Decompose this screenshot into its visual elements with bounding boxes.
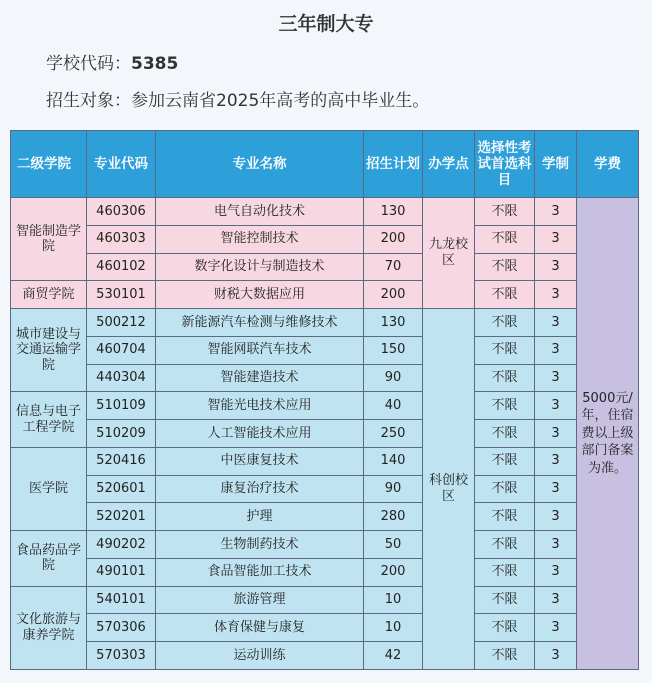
school-code-line bbox=[46, 49, 178, 74]
subject-cell: 不限 bbox=[475, 253, 535, 281]
table-row bbox=[11, 281, 639, 309]
major-code-cell: 530101 bbox=[87, 281, 156, 309]
plan-cell: 200 bbox=[364, 281, 423, 309]
table-row bbox=[11, 198, 639, 226]
years-cell: 3 bbox=[535, 586, 577, 614]
years-cell: 3 bbox=[535, 198, 577, 226]
years-cell: 3 bbox=[535, 225, 577, 253]
subject-cell: 不限 bbox=[475, 281, 535, 309]
subject-cell: 不限 bbox=[475, 225, 535, 253]
years-cell: 3 bbox=[535, 558, 577, 586]
table-row bbox=[11, 309, 639, 337]
years-cell: 3 bbox=[535, 447, 577, 475]
major-code-cell: 460306 bbox=[87, 198, 156, 226]
table-row bbox=[11, 586, 639, 614]
target-value: 参加云南省2025年高考的高中毕业生。 bbox=[131, 91, 430, 111]
major-code-cell: 490101 bbox=[87, 558, 156, 586]
plan-cell: 130 bbox=[364, 309, 423, 337]
table-row bbox=[11, 531, 639, 559]
major-code-cell: 510109 bbox=[87, 392, 156, 420]
major-code-cell: 460102 bbox=[87, 253, 156, 281]
plan-cell: 10 bbox=[364, 614, 423, 642]
major-name-cell: 财税大数据应用 bbox=[156, 281, 364, 309]
subject-cell: 不限 bbox=[475, 309, 535, 337]
table-row bbox=[11, 253, 639, 281]
years-cell: 3 bbox=[535, 392, 577, 420]
target-label: 招生对象： bbox=[46, 91, 131, 111]
subject-cell: 不限 bbox=[475, 420, 535, 448]
years-cell: 3 bbox=[535, 281, 577, 309]
college-cell: 医学院 bbox=[11, 447, 87, 530]
table-row bbox=[11, 558, 639, 586]
years-cell: 3 bbox=[535, 364, 577, 392]
years-cell: 3 bbox=[535, 309, 577, 337]
subject-cell: 不限 bbox=[475, 475, 535, 503]
plan-cell: 250 bbox=[364, 420, 423, 448]
major-name-cell: 护理 bbox=[156, 503, 364, 531]
college-cell: 食品药品学院 bbox=[11, 531, 87, 587]
fee-cell: 5000元/年，住宿费以上级部门备案为准。 bbox=[577, 198, 639, 670]
plan-cell: 70 bbox=[364, 253, 423, 281]
plan-cell: 140 bbox=[364, 447, 423, 475]
plan-cell: 42 bbox=[364, 642, 423, 670]
table-row bbox=[11, 614, 639, 642]
college-cell: 智能制造学院 bbox=[11, 198, 87, 281]
plan-cell: 200 bbox=[364, 558, 423, 586]
table-row bbox=[11, 503, 639, 531]
major-name-cell: 体育保健与康复 bbox=[156, 614, 364, 642]
subject-cell: 不限 bbox=[475, 614, 535, 642]
table-header-row bbox=[11, 131, 639, 198]
table-row bbox=[11, 447, 639, 475]
subject-cell: 不限 bbox=[475, 198, 535, 226]
major-code-cell: 520601 bbox=[87, 475, 156, 503]
subject-cell: 不限 bbox=[475, 503, 535, 531]
campus-cell: 科创校区 bbox=[423, 309, 475, 670]
subject-cell: 不限 bbox=[475, 531, 535, 559]
years-cell: 3 bbox=[535, 420, 577, 448]
years-cell: 3 bbox=[535, 503, 577, 531]
major-name-cell: 新能源汽车检测与维修技术 bbox=[156, 309, 364, 337]
years-cell: 3 bbox=[535, 614, 577, 642]
major-code-cell: 520416 bbox=[87, 447, 156, 475]
page-title: 三年制大专 bbox=[278, 13, 374, 35]
school-code-label: 学校代码： bbox=[46, 54, 131, 74]
header-college: 二级学院 bbox=[11, 131, 87, 198]
major-name-cell: 生物制药技术 bbox=[156, 531, 364, 559]
years-cell: 3 bbox=[535, 475, 577, 503]
major-name-cell: 数字化设计与制造技术 bbox=[156, 253, 364, 281]
header-code: 专业代码 bbox=[87, 131, 156, 198]
years-cell: 3 bbox=[535, 253, 577, 281]
major-name-cell: 电气自动化技术 bbox=[156, 198, 364, 226]
plan-cell: 200 bbox=[364, 225, 423, 253]
major-name-cell: 康复治疗技术 bbox=[156, 475, 364, 503]
plan-cell: 280 bbox=[364, 503, 423, 531]
major-code-cell: 570306 bbox=[87, 614, 156, 642]
major-name-cell: 运动训练 bbox=[156, 642, 364, 670]
major-name-cell: 旅游管理 bbox=[156, 586, 364, 614]
college-cell: 城市建设与交通运输学院 bbox=[11, 309, 87, 392]
table-row bbox=[11, 336, 639, 364]
major-name-cell: 人工智能技术应用 bbox=[156, 420, 364, 448]
major-code-cell: 460303 bbox=[87, 225, 156, 253]
plan-cell: 150 bbox=[364, 336, 423, 364]
plan-cell: 90 bbox=[364, 475, 423, 503]
table-row bbox=[11, 475, 639, 503]
campus-cell: 九龙校区 bbox=[423, 198, 475, 309]
table-row bbox=[11, 420, 639, 448]
header-plan: 招生计划 bbox=[364, 131, 423, 198]
subject-cell: 不限 bbox=[475, 642, 535, 670]
years-cell: 3 bbox=[535, 642, 577, 670]
major-code-cell: 570303 bbox=[87, 642, 156, 670]
target-line bbox=[46, 86, 429, 111]
major-code-cell: 520201 bbox=[87, 503, 156, 531]
table-row bbox=[11, 392, 639, 420]
table-row bbox=[11, 364, 639, 392]
enrollment-plan-table bbox=[10, 130, 639, 670]
subject-cell: 不限 bbox=[475, 447, 535, 475]
subject-cell: 不限 bbox=[475, 586, 535, 614]
major-name-cell: 智能控制技术 bbox=[156, 225, 364, 253]
header-name: 专业名称 bbox=[156, 131, 364, 198]
major-name-cell: 中医康复技术 bbox=[156, 447, 364, 475]
major-code-cell: 440304 bbox=[87, 364, 156, 392]
major-name-cell: 智能光电技术应用 bbox=[156, 392, 364, 420]
header-years: 学制 bbox=[535, 131, 577, 198]
plan-cell: 10 bbox=[364, 586, 423, 614]
years-cell: 3 bbox=[535, 531, 577, 559]
school-code-value: 5385 bbox=[131, 54, 179, 74]
major-name-cell: 智能建造技术 bbox=[156, 364, 364, 392]
major-code-cell: 490202 bbox=[87, 531, 156, 559]
header-campus: 办学点 bbox=[423, 131, 475, 198]
header-fee: 学费 bbox=[577, 131, 639, 198]
college-cell: 文化旅游与康养学院 bbox=[11, 586, 87, 670]
plan-cell: 130 bbox=[364, 198, 423, 226]
college-cell: 商贸学院 bbox=[11, 281, 87, 309]
major-code-cell: 460704 bbox=[87, 336, 156, 364]
college-cell: 信息与电子工程学院 bbox=[11, 392, 87, 448]
major-code-cell: 540101 bbox=[87, 586, 156, 614]
subject-cell: 不限 bbox=[475, 392, 535, 420]
major-code-cell: 500212 bbox=[87, 309, 156, 337]
major-name-cell: 智能网联汽车技术 bbox=[156, 336, 364, 364]
table-row bbox=[11, 642, 639, 670]
plan-cell: 90 bbox=[364, 364, 423, 392]
header-subject: 选择性考试首选科目 bbox=[475, 131, 535, 198]
major-code-cell: 510209 bbox=[87, 420, 156, 448]
plan-cell: 50 bbox=[364, 531, 423, 559]
subject-cell: 不限 bbox=[475, 364, 535, 392]
table-row bbox=[11, 225, 639, 253]
major-name-cell: 食品智能加工技术 bbox=[156, 558, 364, 586]
subject-cell: 不限 bbox=[475, 336, 535, 364]
plan-cell: 40 bbox=[364, 392, 423, 420]
subject-cell: 不限 bbox=[475, 558, 535, 586]
years-cell: 3 bbox=[535, 336, 577, 364]
